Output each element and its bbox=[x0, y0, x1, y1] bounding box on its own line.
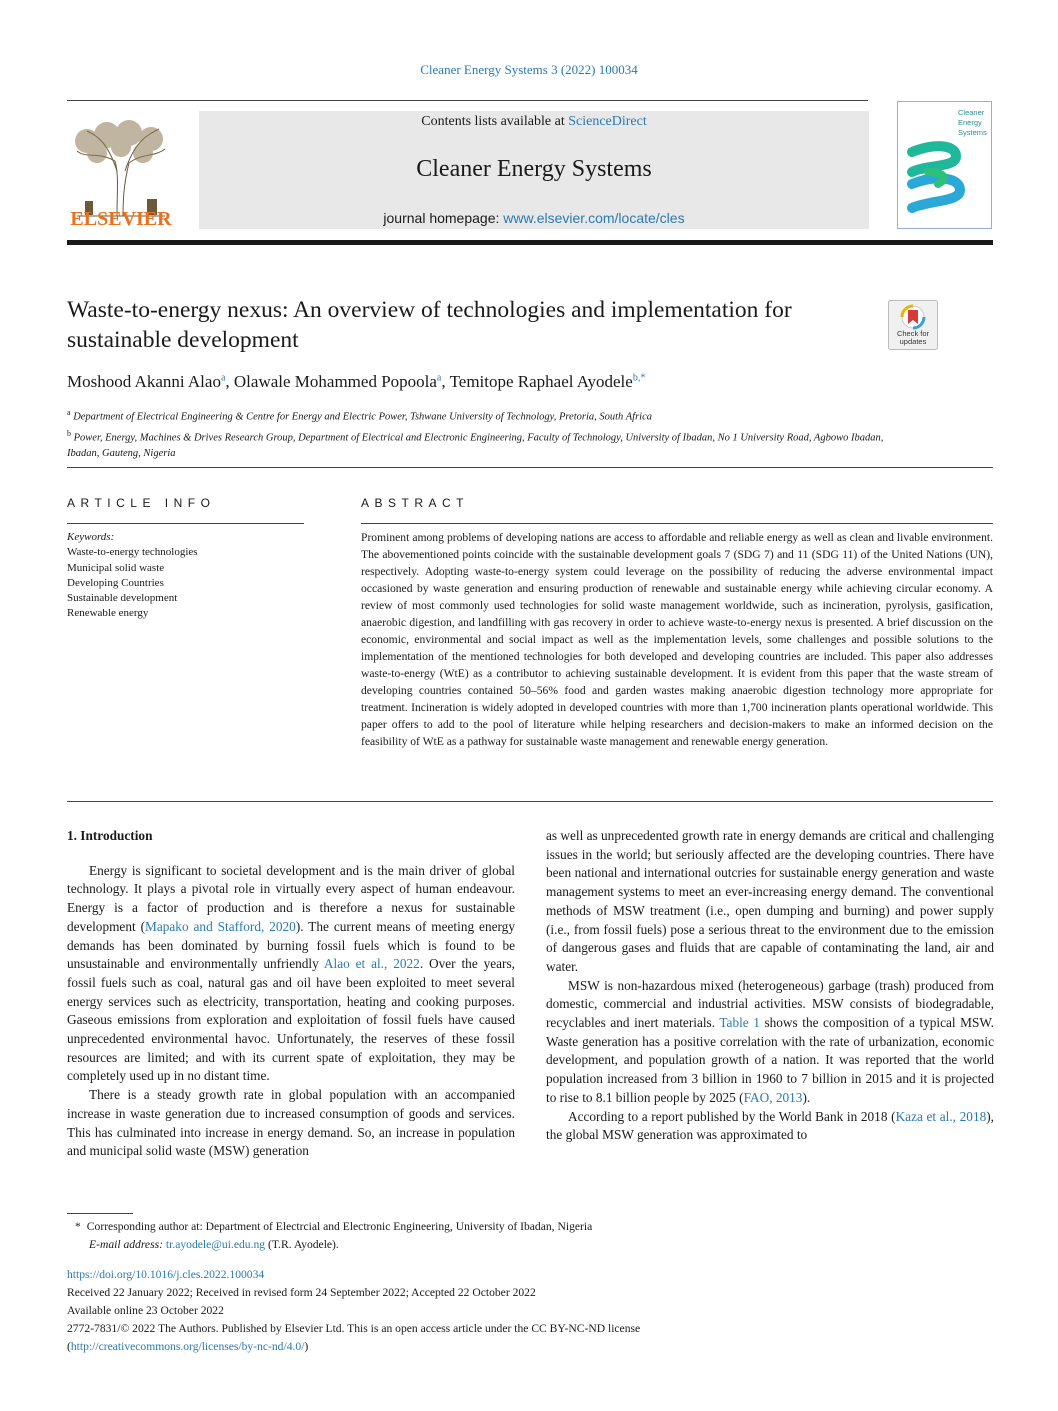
intro-paragraph-5 bbox=[546, 1108, 994, 1145]
affiliation-b-text: Power, Energy, Machines & Drives Research Group, Department of Electrical and Electronic Engineering, Faculty of Technology, University of Ibadan, No 1 University Road, Agbowo Ibadan, Ibadan, Gauteng, Nigeria bbox=[67, 432, 884, 459]
header-rule bbox=[67, 100, 868, 101]
text-run: ), the global MSW generation was approximated to bbox=[546, 1108, 995, 1143]
abstract-end-rule bbox=[67, 801, 993, 802]
author-list bbox=[67, 372, 967, 392]
doi-link[interactable]: https://doi.org/10.1016/j.cles.2022.100034 bbox=[67, 1268, 265, 1281]
homepage-link[interactable]: www.elsevier.com/locate/cles bbox=[503, 210, 685, 226]
author-sep-1: , bbox=[225, 372, 234, 391]
text-run: shows the composition of a typical MSW. Waste generation has a positive correlation with the rate of urbanization, economic development, and population growth of a nation. It was reported that the world population increased from 3 billion in 1960 to 7 billion in 2015 and it is projected to rise to 8.1 billion people by 2025 ( bbox=[546, 1015, 994, 1105]
affiliations bbox=[67, 405, 897, 462]
citation-link[interactable]: FAO, 2013 bbox=[743, 1089, 803, 1105]
license-text: 2772-7831/© 2022 The Authors. Published by Elsevier Ltd. This is an open access article under the CC BY-NC-ND license bbox=[67, 1322, 641, 1335]
license-link-line: (http://creativecommons.org/licenses/by-nc-nd/4.0/) bbox=[67, 1340, 309, 1353]
header-thick-rule bbox=[67, 240, 993, 245]
abstract-text: Prominent among problems of developing nations are access to affordable and reliable energy as well as clean and livable environment. The abovementioned points coincide with the sustainable development goals 7 (SDG 7) and 11 (SDG 11) of the United Nations (UN), respectively. Adopting waste-to-energy system could leverage on the possibility of reducing the adverse environmental impact occasioned by waste generation and ensuring production of renewable and sustainable energy while achieving circular economy. A review of most commonly used technologies for solid waste management worldwide, such as incineration, pyrolysis, gasification, anaerobic digestion, and landfilling with gas recovery in order to achieve waste-to-energy nexus is presented. A brief discussion on the economic, environmental and social impact as well as the implementation levels, some challenges and possible solutions to the implementation of the mentioned technologies for both developed and developing countries are included. This paper also addresses waste-to-energy (WtE) as a contributor to achieving sustainable development. It is evident from this paper that the waste stream of developing countries contained 50–56% food and garden wastes making anaerobic digestion technology more appropriate for treatment. Incineration is widely adopted in developed countries with more than 1,700 incineration plants operational worldwide. This paper offers to add to the pool of literature while helping researchers and decision-makers to make an informed decision on the feasibility of WtE as a pathway for sustainable waste management and renewable energy generation. bbox=[361, 531, 993, 748]
citation-link[interactable]: Kaza et al., 2018 bbox=[895, 1108, 987, 1124]
section-heading-introduction: 1. Introduction bbox=[67, 828, 153, 843]
elsevier-wordmark: ELSEVIER bbox=[70, 208, 172, 230]
footnote-text: Corresponding author at: Department of Electrcial and Electronic Engineering, University of Ibadan, Nigeria bbox=[86, 1220, 593, 1233]
citation-link[interactable]: Alao et al., 2022 bbox=[323, 956, 420, 972]
author-2-sup[interactable]: a bbox=[436, 372, 442, 384]
contents-line bbox=[199, 114, 869, 130]
affiliation-rule bbox=[67, 467, 993, 468]
body-column-right bbox=[546, 827, 994, 1145]
intro-paragraph-2: There is a steady growth rate in global population with an accompanied increase in waste generation due to increased consumption of goods and services. This has culminated into increase in energy demand. So, an increase in population and municipal solid waste (MSW) generation bbox=[67, 1087, 515, 1159]
article-info-heading: ARTICLE INFO bbox=[67, 496, 216, 510]
crossmark-button[interactable] bbox=[888, 300, 938, 350]
author-2[interactable]: Olawale Mohammed Popoola bbox=[233, 372, 437, 391]
author-1[interactable]: Moshood Akanni Alao bbox=[67, 372, 221, 391]
abstract-rule bbox=[361, 523, 993, 524]
text-run: ). bbox=[802, 1089, 811, 1105]
affiliation-b bbox=[67, 426, 897, 463]
keyword-item: Renewable energy bbox=[67, 607, 149, 620]
keyword-item: Municipal solid waste bbox=[67, 561, 165, 574]
corresponding-author-footnote bbox=[67, 1218, 967, 1254]
contents-prefix: Contents lists available at bbox=[421, 114, 569, 129]
text-run: MSW is non-hazardous mixed (heterogeneous) garbage (trash) produced from domestic, commercial and industrial activities. MSW consists of biodegradable, recyclables and inert materials. bbox=[546, 977, 994, 1031]
text-run: . Over the years, fossil fuels such as coal, natural gas and oil have been exploited to meet several energy services such as electricity, transportation, heating and cooking purposes. Gaseous emissions from exploration and exploitation of fossil fuels have caused unprecedented environmental havoc. Unfortunately, the reserves of these fossil resources are limited; and with its current spate of exploitation, they may be completely used up in no distant time. bbox=[67, 956, 515, 1084]
received-dates: Received 22 January 2022; Received in revised form 24 September 2022; Accepted 22 October 2022 bbox=[67, 1286, 536, 1299]
text-run: Energy is significant to societal development and is the main driver of global technology. It plays a pivotal role in virtually every aspect of human endeavour. Energy is a factor of production and is therefore a nexus for sustainable development ( bbox=[67, 862, 515, 934]
citation-link[interactable]: Mapako and Stafford, 2020 bbox=[145, 918, 296, 934]
available-online: Available online 23 October 2022 bbox=[67, 1304, 224, 1317]
affiliation-b-mark: b bbox=[67, 428, 71, 438]
intro-paragraph-4 bbox=[546, 977, 994, 1108]
author-3-sup[interactable]: b,* bbox=[632, 372, 646, 384]
homepage-prefix: journal homepage: bbox=[383, 210, 504, 226]
journal-title: Cleaner Energy Systems bbox=[416, 156, 652, 182]
author-sep-2: , bbox=[441, 372, 450, 391]
body-column-left bbox=[67, 827, 515, 1161]
article-info-rule bbox=[67, 523, 304, 524]
keywords-label: Keywords: bbox=[67, 531, 115, 543]
crossmark-label: Check for updates bbox=[896, 329, 930, 346]
affiliation-a-text: Department of Electrical Engineering & Centre for Energy and Electric Power, Tshwane University of Technology, Pretoria, South Africa bbox=[73, 411, 652, 423]
affiliation-a-mark: a bbox=[67, 408, 71, 417]
journal-reference[interactable]: Cleaner Energy Systems 3 (2022) 100034 bbox=[420, 62, 638, 77]
email-label: E-mail address: bbox=[89, 1238, 166, 1251]
author-3[interactable]: Temitope Raphael Ayodele bbox=[449, 372, 633, 391]
table-link[interactable]: Table 1 bbox=[719, 1015, 760, 1031]
intro-paragraph-3: as well as unprecedented growth rate in energy demands are critical and challenging issues in the world; but seriously affected are the developing countries. There have been national and international outcries for sustainable energy generation and waste management systems to meet an ever-increasing energy demand. The conventional methods of MSW treatment (i.e., open dumping and burning) and power supply (i.e., from fossil fuels) pose a serious threat to the environment due to the emission of dangerous gases and fluids that are capable of contaminating the land, air and water. bbox=[546, 828, 994, 974]
footnote-mark: * bbox=[75, 1220, 81, 1233]
license-link[interactable]: http://creativecommons.org/licenses/by-nc-nd/4.0/ bbox=[70, 1340, 305, 1353]
email-link[interactable]: tr.ayodele@ui.edu.ng bbox=[165, 1238, 266, 1251]
keywords-block bbox=[67, 530, 307, 622]
footnote-rule bbox=[67, 1213, 133, 1214]
homepage-line bbox=[199, 210, 869, 226]
cover-title-text: Cleaner Energy Systems bbox=[958, 108, 987, 137]
abstract-heading: ABSTRACT bbox=[361, 496, 470, 510]
article-title: Waste-to-energy nexus: An overview of technologies and implementation for sustainable development bbox=[67, 297, 792, 353]
publication-info bbox=[67, 1266, 967, 1356]
email-suffix: (T.R. Ayodele). bbox=[265, 1238, 339, 1251]
keyword-item: Developing Countries bbox=[67, 576, 164, 589]
sciencedirect-link[interactable]: ScienceDirect bbox=[568, 114, 647, 129]
text-run: ). The current means of meeting energy demands has been dominated by burning fossil fuels which is found to be unsustainable and environmentally unfriendly bbox=[67, 918, 515, 972]
keyword-item: Waste-to-energy technologies bbox=[67, 546, 198, 559]
text-run: According to a report published by the World Bank in 2018 ( bbox=[568, 1108, 896, 1124]
affiliation-a bbox=[67, 405, 897, 426]
keyword-item: Sustainable development bbox=[67, 592, 178, 605]
intro-paragraph-1 bbox=[67, 862, 515, 1086]
author-1-sup[interactable]: a bbox=[220, 372, 226, 384]
